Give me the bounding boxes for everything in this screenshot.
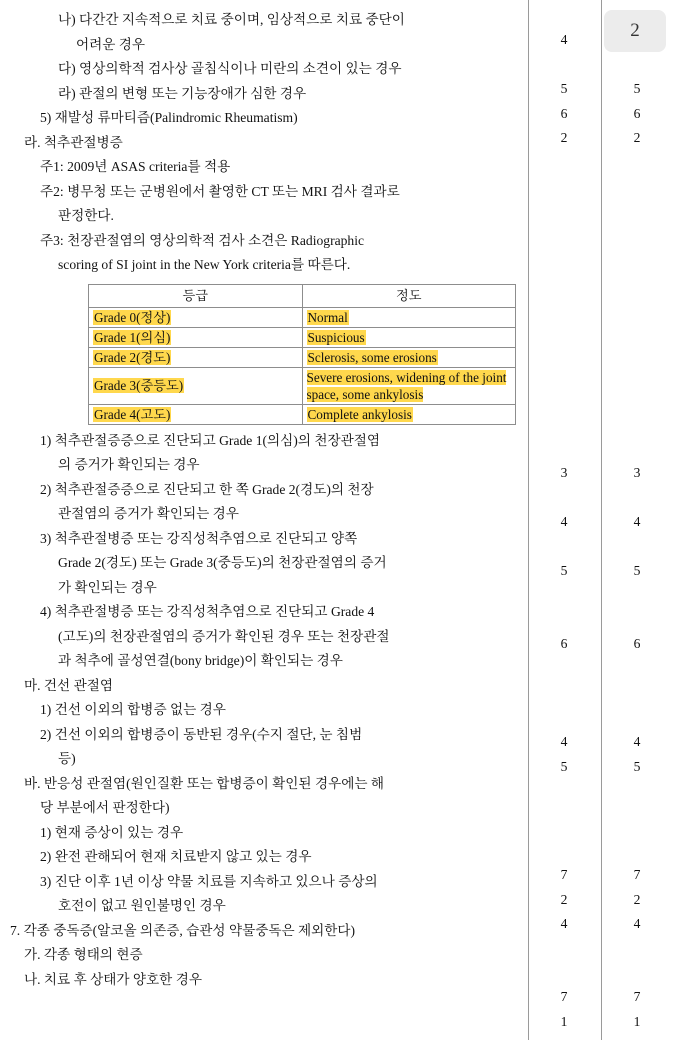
ba-item-2 — [10, 845, 520, 870]
grade-desc-cell — [302, 367, 516, 404]
ma-item-2-line2: 등) — [58, 751, 76, 766]
grade-table — [88, 284, 516, 425]
score-b-item-1: 3 — [633, 465, 641, 480]
grade-label: Grade 3(중등도) — [94, 378, 184, 393]
score-b-item-2: 4 — [633, 514, 641, 529]
section-ba-title-line1: 바. 반응성 관절염(원인질환 또는 합병증이 확인된 경우에는 해 — [24, 775, 385, 791]
score-b-ma-1: 4 — [633, 734, 641, 749]
clause-ra — [10, 82, 520, 107]
score-a-7-na: 1 — [560, 1014, 568, 1029]
score-b-7-na: 1 — [633, 1014, 641, 1029]
score-b-ma-2: 5 — [633, 759, 641, 774]
score-a-item-4: 6 — [560, 636, 568, 651]
score-b-item-4: 6 — [633, 636, 641, 651]
grade-cell — [89, 404, 303, 424]
item-2-line2: 관절염의 증거가 확인되는 경우 — [58, 506, 239, 521]
ba-item-3 — [10, 870, 520, 919]
grade-desc-cell — [302, 307, 516, 327]
clause-da — [10, 57, 520, 82]
grade-cell — [89, 327, 303, 347]
note-3-line1: 주3: 천장관절염의 영상의학적 검사 소견은 Radiographic — [40, 232, 365, 248]
grade-label: Grade 0(정상) — [94, 309, 171, 325]
grade-table-row — [89, 327, 516, 347]
score-a-7-ga: 7 — [560, 989, 568, 1004]
ma-item-1 — [10, 698, 520, 723]
grade-cell — [89, 367, 303, 404]
grade-cell — [89, 307, 303, 327]
note-2-line2: 판정한다. — [58, 208, 114, 223]
clause-na-line2: 어려운 경우 — [76, 36, 146, 52]
grade-desc: Sclerosis, some erosions — [307, 349, 437, 365]
grade-table-row — [89, 367, 516, 404]
score-b-item-3: 5 — [633, 563, 641, 578]
note-1-line: 주1: 2009년 ASAS criteria를 적용 — [40, 159, 231, 174]
score-b-7-ga: 7 — [633, 989, 641, 1004]
section-ra-heading — [10, 131, 520, 156]
score-a-ma-1: 4 — [560, 734, 568, 749]
item-4-line3: 과 척추에 골성연결(bony bridge)이 확인되는 경우 — [58, 653, 343, 668]
clause-5 — [10, 106, 520, 131]
grade-table-row — [89, 347, 516, 367]
section-ba-heading — [10, 772, 520, 821]
score-a-ba-3: 4 — [560, 916, 568, 931]
section-7-na — [10, 968, 520, 993]
clause-da-line: 다) 영상의학적 검사상 골침식이나 미란의 소견이 있는 경우 — [58, 61, 402, 76]
score-b-ba-2: 2 — [633, 892, 641, 907]
section-7-title: 7. 각종 중독증(알코올 의존증, 습관성 약물중독은 제외한다) — [10, 922, 356, 938]
score-a-ba-2: 2 — [560, 892, 568, 907]
item-1-line2: 의 증거가 확인되는 경우 — [58, 457, 200, 472]
score-a-clause-5: 2 — [560, 130, 568, 145]
item-1 — [10, 429, 520, 478]
ba-item-2-line: 2) 완전 관해되어 현재 치료받지 않고 있는 경우 — [40, 849, 312, 864]
section-7-heading — [10, 919, 520, 944]
score-b-clause-ra: 6 — [633, 105, 641, 121]
score-a-clause-na: 4 — [560, 32, 568, 47]
item-2 — [10, 478, 520, 527]
note-3 — [10, 229, 520, 278]
grade-desc-cell — [302, 327, 516, 347]
score-a-clause-ra: 6 — [560, 105, 568, 121]
section-ba-title-line2: 당 부분에서 판정한다) — [40, 800, 170, 815]
ba-item-1-line: 1) 현재 증상이 있는 경우 — [40, 824, 184, 840]
score-b-ba-3: 4 — [633, 916, 641, 931]
grade-label: Grade 1(의심) — [94, 329, 171, 345]
note-2-line1: 주2: 병무청 또는 군병원에서 촬영한 CT 또는 MRI 검사 결과로 — [40, 183, 400, 199]
item-4-line2: (고도)의 천장관절염의 증거가 확인된 경우 또는 천장관절 — [58, 628, 390, 644]
note-2 — [10, 180, 520, 229]
section-ma-heading — [10, 674, 520, 699]
item-3-line3: 가 확인되는 경우 — [58, 579, 157, 595]
grade-cell — [89, 347, 303, 367]
clause-5-line: 5) 재발성 류마티즘(Palindromic Rheumatism) — [40, 110, 298, 125]
grade-table-row — [89, 307, 516, 327]
item-1-line1: 1) 척추관절증증으로 진단되고 Grade 1(의심)의 천장관절염 — [40, 432, 381, 448]
grade-desc: Normal — [307, 309, 348, 325]
section-7-ga-line: 가. 각종 형태의 현증 — [24, 947, 143, 962]
ba-item-3-line2: 호전이 없고 원인불명인 경우 — [58, 898, 226, 913]
grade-desc-cell — [302, 404, 516, 424]
section-7-na-line: 나. 치료 후 상태가 양호한 경우 — [24, 971, 202, 987]
score-a-ma-2: 5 — [560, 759, 568, 774]
ma-item-2-line1: 2) 건선 이외의 합병증이 동반된 경우(수지 절단, 눈 침범 — [40, 726, 363, 742]
grade-label: Grade 4(고도) — [94, 406, 171, 422]
grade-desc-cell — [302, 347, 516, 367]
grade-desc: Suspicious — [307, 329, 365, 345]
score-a-item-1: 3 — [560, 465, 568, 480]
item-3 — [10, 527, 520, 601]
grade-label: Grade 2(경도) — [94, 349, 171, 365]
clause-ra-line: 라) 관절의 변형 또는 기능장애가 심한 경우 — [58, 85, 307, 101]
clause-na — [10, 8, 520, 57]
section-ma-title: 마. 건선 관절염 — [24, 677, 113, 693]
item-3-line2: Grade 2(경도) 또는 Grade 3(중등도)의 천장관절염의 증거 — [58, 555, 387, 570]
item-2-line1: 2) 척추관절증증으로 진단되고 한 쪽 Grade 2(경도)의 천장 — [40, 481, 374, 497]
score-b-clause-5: 2 — [633, 130, 641, 145]
score-a-item-3: 5 — [560, 563, 568, 578]
ba-item-3-line1: 3) 진단 이후 1년 이상 약물 치료를 지속하고 있으나 증상의 — [40, 873, 378, 889]
ba-item-1 — [10, 821, 520, 846]
score-b-clause-da: 5 — [633, 81, 641, 96]
grade-desc: Complete ankylosis — [307, 406, 412, 422]
section-7-ga — [10, 943, 520, 968]
score-a-ba-1: 7 — [560, 867, 568, 882]
page-number: 2 — [604, 10, 666, 52]
ma-item-1-line: 1) 건선 이외의 합병증 없는 경우 — [40, 702, 226, 717]
score-a-clause-da: 5 — [560, 81, 568, 96]
grade-table-row — [89, 404, 516, 424]
ma-item-2 — [10, 723, 520, 772]
section-ra-title: 라. 척추관절병증 — [24, 134, 123, 150]
item-4-line1: 4) 척추관절병증 또는 강직성척추염으로 진단되고 Grade 4 — [40, 604, 375, 619]
grade-table-header-grade: 등급 — [89, 284, 303, 307]
score-a-item-2: 4 — [560, 514, 568, 529]
note-3-line2: scoring of SI joint in the New York criteria를 따른다. — [58, 257, 351, 272]
grade-table-header-row — [89, 284, 516, 307]
item-4 — [10, 600, 520, 674]
clause-na-line1: 나) 다간간 지속적으로 치료 중이며, 임상적으로 치료 중단이 — [58, 12, 405, 27]
grade-desc: Severe erosions, widening of the joint space, some ankylosis — [306, 369, 507, 402]
score-b-ba-1: 7 — [633, 867, 641, 882]
note-1 — [10, 155, 520, 180]
grade-table-header-desc: 정도 — [302, 284, 516, 307]
item-3-line1: 3) 척추관절병증 또는 강직성척추염으로 진단되고 양쪽 — [40, 530, 358, 546]
